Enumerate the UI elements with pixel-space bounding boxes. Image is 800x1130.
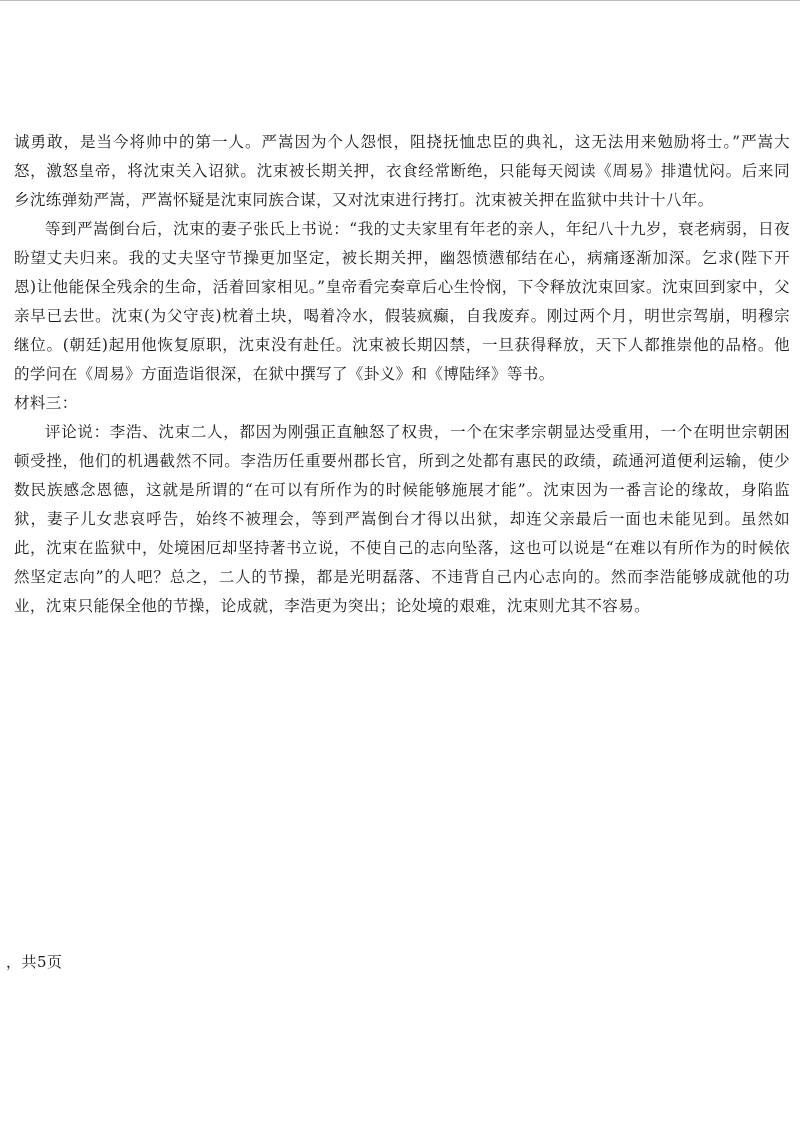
page-footer: ，共5页 bbox=[6, 953, 63, 971]
top-border-line bbox=[0, 0, 800, 1]
material-three-heading: 材料三： bbox=[14, 394, 78, 412]
document-body bbox=[14, 128, 790, 621]
paragraph-continued: 诚勇敢，是当今将帅中的第一人。严嵩因为个人怨恨，阻挠抚恤忠臣的典礼，这无法用来勉励将士。”严嵩大怒，激怒皇帝，将沈束关入诏狱。沈束被长期关押，衣食经常断绝，只能每天阅读《周易》排遣忧闷。后来同乡沈练弹劾严嵩，严嵩怀疑是沈束同族合谋，又对沈束进行拷打。沈束被关押在监狱中共计十八年。 bbox=[14, 133, 790, 209]
paragraph-commentary: 评论说：李浩、沈束二人，都因为刚强正直触怒了权贵，一个在宋孝宗朝显达受重用，一个在明世宗朝困顿受挫，他们的机遇截然不同。李浩历任重要州郡长官，所到之处都有惠民的政绩，疏通河道便利运输，使少数民族感念恩德，这就是所谓的“在可以有所作为的时候能够施展才能”。沈束因为一番言论的缘故，身陷监狱，妻子儿女悲哀呼告，始终不被理会，等到严嵩倒台才得以出狱，却连父亲最后一面也未能见到。虽然如此，沈束在监狱中，处境困厄却坚持著书立说，不使自己的志向坠落，这也可以说是“在难以有所作为的时候依然坚定志向”的人吧？总之，二人的节操，都是光明磊落、不违背自己内心志向的。然而李浩能够成就他的功业，沈束只能保全他的节操，论成就，李浩更为突出；论处境的艰难，沈束则尤其不容易。 bbox=[14, 423, 790, 615]
paragraph-wife-petition: 等到严嵩倒台后，沈束的妻子张氏上书说：“我的丈夫家里有年老的亲人，年纪八十九岁，衰老病弱，日夜盼望丈夫归来。我的丈夫坚守节操更加坚定，被长期关押，幽怨愤懑郁结在心，病痛逐渐加深。乞求(陛下开恩)让他能保全残余的生命，活着回家相见。”皇帝看完奏章后心生怜悯，下令释放沈束回家。沈束回到家中，父亲早已去世。沈束(为父守丧)枕着土块，喝着冷水，假装疯癫，自我废弃。刚过两个月，明世宗驾崩，明穆宗继位。(朝廷)起用他恢复原职，沈束没有赴任。沈束被长期囚禁，一旦获得释放，天下人都推崇他的品格。他的学问在《周易》方面造诣很深，在狱中撰写了《卦义》和《博陆绎》等书。 bbox=[14, 220, 790, 383]
